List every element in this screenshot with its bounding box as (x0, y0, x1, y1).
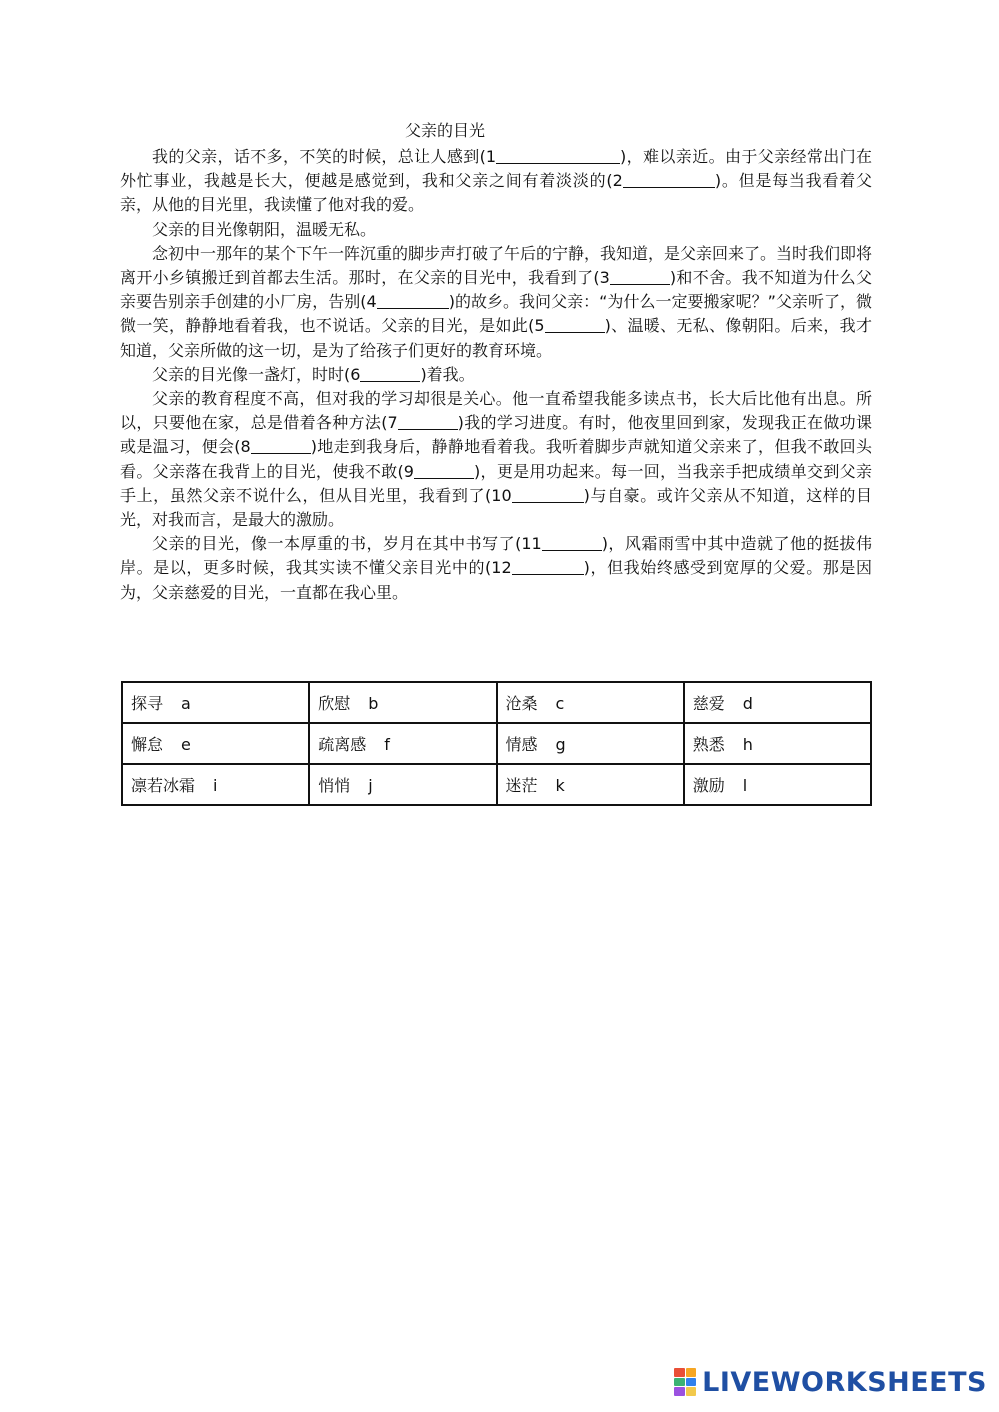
word-bank-word: 慈爱 (692, 694, 725, 713)
blank-line[interactable] (360, 365, 420, 382)
blank-number: 2 (612, 171, 623, 191)
word-bank-letter: d (742, 694, 753, 713)
word-bank-letter: f (384, 735, 390, 754)
liveworksheets-logo[interactable] (674, 1364, 987, 1400)
word-bank-cell[interactable] (309, 723, 496, 764)
paragraph-text: )。但是每当我看着父亲，从他的目光里，我读懂了他对我的爱。 (120, 171, 872, 215)
liveworksheets-logo-icon (674, 1368, 696, 1396)
word-bank-letter: c (555, 694, 565, 713)
word-bank-letter: g (555, 735, 566, 754)
word-bank-cell[interactable] (122, 764, 309, 805)
blank-number: 10 (491, 485, 512, 505)
paragraph-text: )和不舍。我不知道为什么父亲要告别亲手创建的小厂房，告别( (120, 268, 872, 312)
word-bank-word: 迷茫 (505, 776, 538, 795)
article-body (120, 145, 872, 605)
word-bank-letter: l (742, 776, 748, 795)
paragraph-text: )，难以亲近。由于父亲经常出门在外忙事业，我越是长大，便越是感觉到，我和父亲之间有着淡淡的( (120, 147, 872, 191)
answer-blank-8[interactable] (241, 437, 311, 456)
word-bank-word: 探寻 (131, 694, 164, 713)
word-bank-cell[interactable] (497, 723, 684, 764)
blank-number: 12 (491, 558, 512, 578)
page-title: 父亲的目光 (404, 121, 485, 140)
logo-block (674, 1368, 685, 1377)
answer-blank-1[interactable] (486, 147, 620, 166)
blank-number: 1 (485, 147, 497, 166)
answer-blank-7[interactable] (387, 413, 457, 432)
blank-number: 3 (599, 268, 610, 288)
paragraph-text: 父亲的教育程度不高，但对我的学习却很是关心。他一直希望我能多读点书，长大后比他有出息。所以，只要他在家，总是借着各种方法( (120, 389, 872, 433)
paragraph-text: 父亲的目光像一盏灯，时时( (152, 364, 351, 384)
word-bank-word: 激励 (692, 776, 725, 795)
brand-text: LIVEWORKSHEETS (702, 1366, 987, 1398)
word-bank-word: 凛若冰霜 (131, 776, 196, 795)
word-bank-word: 欣慰 (318, 694, 351, 713)
blank-line[interactable] (377, 292, 449, 309)
paragraph (120, 532, 872, 605)
answer-blank-9[interactable] (404, 462, 474, 481)
paragraph-text: )的故乡。我问父亲：“为什么一定要搬家呢？”父亲听了，微微一笑，静静地看着我，也不说话。父亲的目光，是如此( (120, 292, 872, 336)
blank-number: 6 (350, 364, 361, 384)
blank-line[interactable] (623, 171, 715, 188)
answer-blank-10[interactable] (491, 486, 583, 505)
answer-blank-11[interactable] (521, 534, 601, 553)
blank-number: 4 (366, 292, 377, 312)
paragraph-text: 父亲的目光像朝阳，温暖无私。 (152, 219, 377, 239)
word-bank-letter: e (181, 735, 191, 754)
answer-blank-6[interactable] (350, 365, 420, 384)
blank-number: 11 (521, 534, 542, 554)
paragraph (120, 145, 872, 218)
word-bank-cell[interactable] (122, 682, 309, 723)
paragraph-text: 父亲的目光，像一本厚重的书，岁月在其中书写了( (152, 534, 522, 554)
word-bank-cell[interactable] (497, 764, 684, 805)
blank-number: 5 (534, 316, 545, 336)
paragraph (120, 218, 872, 242)
word-bank-word: 沧桑 (505, 694, 538, 713)
word-bank-table (121, 681, 872, 806)
word-bank-letter: h (742, 735, 753, 754)
word-bank-row (122, 682, 871, 723)
answer-blank-4[interactable] (367, 292, 449, 311)
word-bank-cell[interactable] (684, 764, 871, 805)
word-bank-letter: k (555, 776, 565, 795)
paragraph-text: )，但我始终感受到宽厚的父爱。那是因为，父亲慈爱的目光，一直都在我心里。 (120, 558, 872, 602)
paragraph-text: )，风霜雨雪中其中造就了他的挺拔伟岸。是以，更多时候，我其实读不懂父亲目光中的( (120, 534, 872, 578)
paragraph-text: )与自豪。或许父亲从不知道，这样的目光，对我而言，是最大的激励。 (120, 485, 872, 530)
word-bank-cell[interactable] (122, 723, 309, 764)
paragraph (120, 242, 872, 363)
blank-number: 8 (240, 437, 251, 457)
logo-block (686, 1368, 697, 1377)
word-bank-word: 懈怠 (131, 735, 164, 754)
paragraph-text: )地走到我身后，静静地看着我。我听着脚步声就知道父亲来了，但我不敢回头看。父亲落在我背上的目光，使我不敢( (120, 437, 872, 481)
blank-line[interactable] (414, 462, 474, 479)
word-bank-letter: a (181, 694, 191, 713)
answer-blank-5[interactable] (534, 316, 604, 335)
blank-line[interactable] (545, 316, 605, 333)
word-bank-word: 熟悉 (692, 735, 725, 754)
answer-blank-3[interactable] (600, 268, 670, 287)
word-bank-cell[interactable] (497, 682, 684, 723)
blank-line[interactable] (512, 486, 584, 503)
word-bank-letter: b (368, 694, 379, 713)
paragraph (120, 363, 872, 387)
paragraph-text: )着我。 (420, 364, 475, 384)
logo-block (674, 1378, 685, 1387)
blank-line[interactable] (496, 147, 620, 164)
paragraph-text: )我的学习进度。有时，他夜里回到家，发现我正在做功课或是温习，便会( (120, 413, 873, 457)
word-bank-cell[interactable] (684, 723, 871, 764)
word-bank-row (122, 723, 871, 764)
paragraph-text: )、温暖、无私、像朝阳。后来，我才知道，父亲所做的这一切，是为了给孩子们更好的教育环境。 (120, 316, 873, 360)
answer-blank-12[interactable] (491, 558, 583, 577)
word-bank-row (122, 764, 871, 805)
blank-line[interactable] (251, 437, 311, 454)
paragraph-text: 念初中一那年的某个下午一阵沉重的脚步声打破了午后的宁静，我知道，是父亲回来了。当时我们即将离开小乡镇搬迁到首都去生活。那时，在父亲的目光中，我看到了( (120, 243, 873, 288)
word-bank-cell[interactable] (309, 682, 496, 723)
word-bank-word: 悄悄 (318, 776, 351, 795)
blank-line[interactable] (610, 268, 670, 285)
word-bank-letter: j (368, 776, 373, 795)
blank-line[interactable] (542, 534, 602, 551)
logo-block (674, 1387, 685, 1396)
paragraph (120, 387, 872, 532)
paragraph-text: 我的父亲，话不多，不笑的时候，总让人感到( (152, 147, 486, 166)
blank-line[interactable] (512, 558, 584, 575)
answer-blank-2[interactable] (613, 171, 715, 190)
logo-block (686, 1387, 697, 1396)
logo-block (686, 1378, 697, 1387)
word-bank-letter: i (213, 776, 218, 795)
word-bank-cell[interactable] (684, 682, 871, 723)
word-bank-word: 疏离感 (318, 735, 367, 754)
word-bank-cell[interactable] (309, 764, 496, 805)
blank-line[interactable] (398, 413, 458, 430)
blank-number: 7 (387, 413, 398, 433)
word-bank-word: 情感 (505, 735, 538, 754)
paragraph-text: )，更是用功起来。每一回，当我亲手把成绩单交到父亲手上，虽然父亲不说什么，但从目光里，我看到了( (120, 461, 872, 505)
blank-number: 9 (403, 461, 414, 481)
